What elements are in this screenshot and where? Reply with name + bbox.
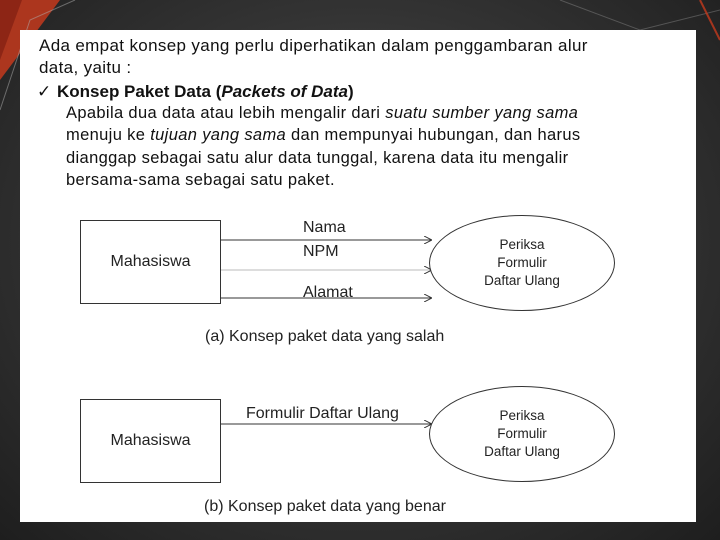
heading-bold: Konsep Paket Data ( — [57, 82, 222, 101]
intro-line-2: data, yaitu : — [39, 58, 132, 77]
flow-label-alamat: Alamat — [303, 284, 353, 301]
slide-content — [20, 30, 696, 522]
heading-close: ) — [348, 82, 354, 101]
process-line: Daftar Ulang — [484, 444, 560, 459]
caption-b: (b) Konsep paket data yang benar — [204, 498, 446, 515]
paragraph-line-3: dianggap sebagai satu alur data tunggal, karena data itu mengalir — [66, 149, 569, 167]
process-line: Formulir — [497, 255, 547, 270]
process-line: Periksa — [499, 408, 545, 423]
entity-mahasiswa-b: Mahasiswa — [80, 399, 221, 483]
paragraph-italic: tujuan yang sama — [150, 126, 287, 144]
paragraph-italic: suatu sumber yang sama — [385, 104, 579, 122]
caption-a: (a) Konsep paket data yang salah — [205, 328, 445, 345]
process-periksa-a — [429, 215, 615, 311]
paragraph-line-4: bersama-sama sebagai satu paket. — [66, 171, 335, 189]
entity-mahasiswa-a: Mahasiswa — [80, 220, 221, 304]
flow-label-formulir: Formulir Daftar Ulang — [246, 405, 399, 422]
paragraph-text: Apabila dua data atau lebih mengalir dari — [66, 104, 386, 122]
check-icon: ✓ — [37, 82, 52, 101]
paragraph-text: dan mempunyai hubungan, dan harus — [286, 126, 581, 144]
paragraph-text: menuju ke — [66, 126, 151, 144]
flow-label-npm: NPM — [303, 243, 339, 260]
process-line: Formulir — [497, 426, 547, 441]
heading-italic: Packets of Data — [221, 82, 349, 101]
process-line: Periksa — [499, 237, 545, 252]
flow-label-nama: Nama — [303, 219, 346, 236]
intro-line-1: Ada empat konsep yang perlu diperhatikan dalam penggambaran alur — [39, 36, 588, 55]
process-periksa-b — [429, 386, 615, 482]
process-line: Daftar Ulang — [484, 273, 560, 288]
